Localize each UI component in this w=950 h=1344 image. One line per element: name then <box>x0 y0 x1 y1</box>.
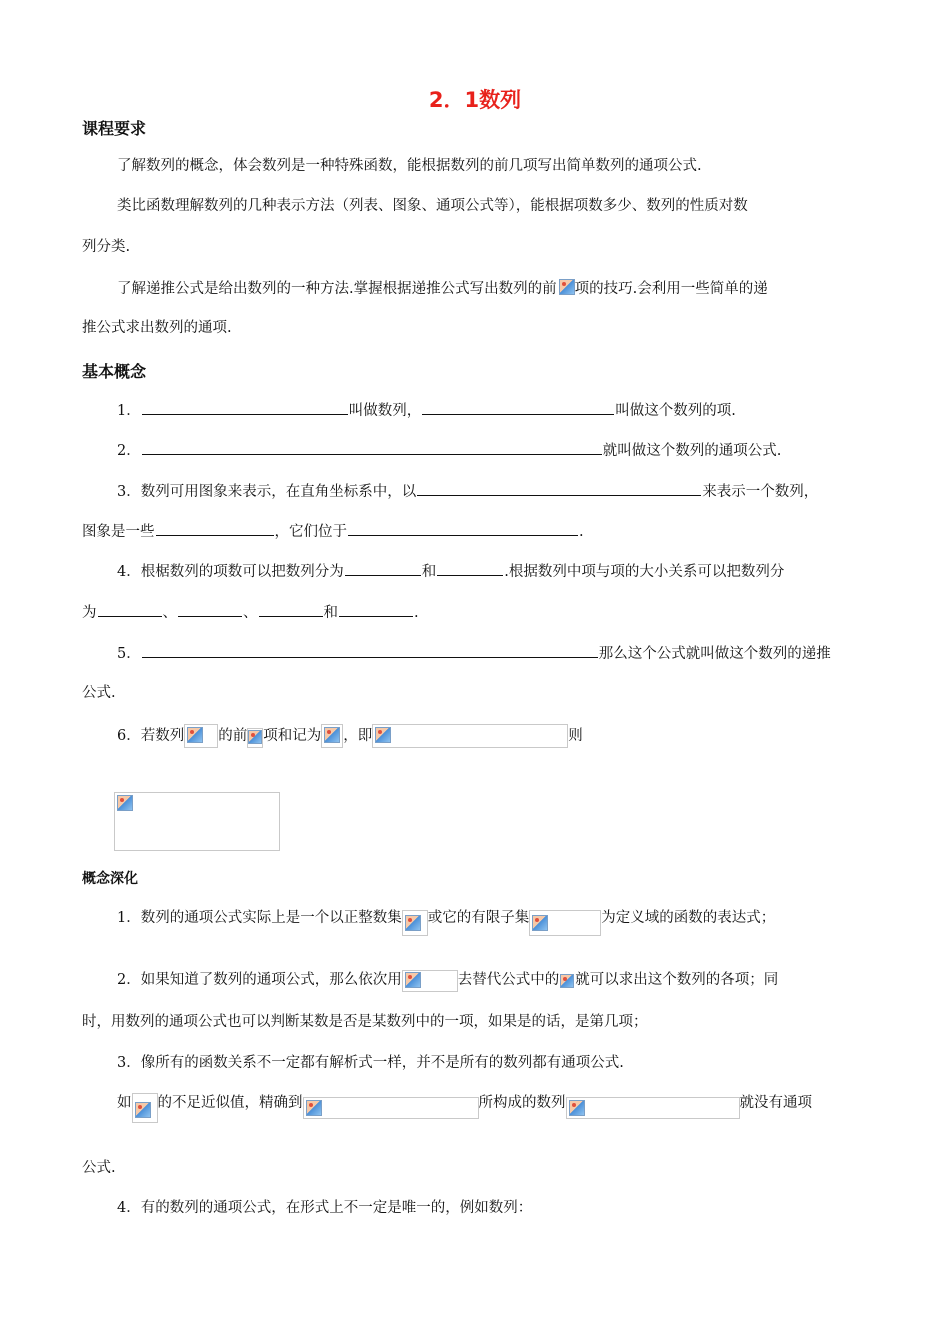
text: . <box>579 524 584 540</box>
item-number: 2． <box>117 972 141 988</box>
text: 则 <box>568 728 583 744</box>
requirements-paragraph-2-line-2: 列分类. <box>82 239 131 255</box>
text: 就可以求出这个数列的各项；同 <box>575 972 779 988</box>
item-number: 5． <box>117 646 141 662</box>
fill-blank <box>437 561 503 576</box>
deepen-item-3-line-3: 公式. <box>82 1160 116 1176</box>
basic-item-3-line-1 <box>117 481 818 502</box>
fill-blank <box>339 602 413 617</box>
text: 就叫做这个数列的通项公式. <box>602 443 782 459</box>
broken-image-icon <box>566 1097 740 1119</box>
text: 、 <box>243 605 258 621</box>
broken-image-icon <box>114 792 280 851</box>
text: 或它的有限子集 <box>427 910 530 926</box>
text: 叫做数列， <box>348 403 422 419</box>
broken-image-icon <box>247 728 263 748</box>
deepen-item-2-line-2: 时，用数列的通项公式也可以判断某数是否是某数列中的一项，如果是的话，是第几项； <box>82 1014 648 1030</box>
text: 去替代公式中的 <box>457 972 560 988</box>
broken-image-icon <box>557 277 575 297</box>
text: 了解递推公式是给出数列的一种方法.掌握根据递推公式写出数列的前 <box>117 281 557 297</box>
fill-blank <box>98 602 162 617</box>
text: 如 <box>117 1095 132 1111</box>
requirements-paragraph-3-line-2: 推公式求出数列的通项. <box>82 320 232 336</box>
item-number: 6． <box>117 728 141 744</box>
text: 所构成的数列 <box>478 1095 566 1111</box>
deepen-item-4 <box>117 1198 532 1218</box>
basic-item-5-line-2: 公式. <box>82 685 116 701</box>
basic-item-5-line-1 <box>117 643 831 664</box>
deepen-item-1 <box>117 908 775 936</box>
deepen-item-3-line-1 <box>117 1053 624 1073</box>
basic-item-4-line-1 <box>117 561 784 582</box>
text: 项的技巧.会利用一些简单的递 <box>574 281 768 297</box>
text: 像所有的函数关系不一定都有解析式一样，并不是所有的数列都有通项公式. <box>140 1055 624 1071</box>
page-title: 2．1数列 <box>428 88 522 112</box>
text: 有的数列的通项公式，在形式上不一定是唯一的，例如数列： <box>140 1200 533 1216</box>
fill-blank <box>156 521 274 536</box>
basic-item-3-line-2 <box>82 521 584 542</box>
text: 和 <box>323 605 338 621</box>
text: .根据数列中项与项的大小关系可以把数列分 <box>504 564 785 580</box>
item-number: 1． <box>117 910 141 926</box>
item-number: 3． <box>117 1055 141 1071</box>
requirements-paragraph-2-line-1: 类比函数理解数列的几种表示方法（列表、图象、通项公式等），能根据项数多少、数列的性质对数 <box>117 198 748 214</box>
text: 若数列 <box>140 728 185 744</box>
requirements-paragraph-3-line-1 <box>117 277 768 299</box>
fill-blank <box>142 400 348 415</box>
text: 、 <box>162 605 177 621</box>
text: 数列的通项公式实际上是一个以正整数集 <box>140 910 402 926</box>
fill-blank <box>259 602 323 617</box>
section-heading-deepen: 概念深化 <box>82 871 138 887</box>
text: 为定义域的函数的表达式； <box>601 910 776 926</box>
section-heading-requirements: 课程要求 <box>82 119 147 138</box>
text: . <box>414 605 419 621</box>
text: 那么这个公式就叫做这个数列的递推 <box>598 646 831 662</box>
text: 图象是一些 <box>82 524 155 540</box>
broken-image-icon <box>529 910 601 936</box>
text: 来表示一个数列， <box>702 484 819 500</box>
fill-blank <box>345 561 421 576</box>
text: 的不足近似值，精确到 <box>157 1095 303 1111</box>
item-number: 2． <box>117 443 141 459</box>
text: 叫做这个数列的项. <box>615 403 736 419</box>
item-number: 1． <box>117 403 141 419</box>
text: 和 <box>421 564 437 580</box>
item-number: 4． <box>117 1200 141 1216</box>
broken-image-icon <box>372 724 568 748</box>
text: 项和记为 <box>263 728 322 744</box>
basic-item-6 <box>117 724 583 748</box>
basic-item-1 <box>117 400 736 421</box>
fill-blank <box>417 481 701 496</box>
text: 的前 <box>218 728 248 744</box>
basic-item-2 <box>117 440 781 461</box>
text: 就没有通项 <box>739 1095 812 1111</box>
fill-blank <box>348 521 578 536</box>
requirements-paragraph-1: 了解数列的概念，体会数列是一种特殊函数，能根据数列的前几项写出简单数列的通项公式. <box>117 158 702 174</box>
item-number: 4． <box>117 564 141 580</box>
fill-blank <box>142 643 598 658</box>
section-heading-basic: 基本概念 <box>82 362 147 381</box>
deepen-item-3-line-2 <box>117 1093 812 1123</box>
broken-image-icon <box>559 972 575 992</box>
item-number: 3． <box>117 484 141 500</box>
fill-blank <box>142 440 602 455</box>
broken-image-icon <box>303 1097 479 1119</box>
broken-image-icon <box>321 724 343 748</box>
fill-blank <box>178 602 242 617</box>
text: 数列可用图象来表示，在直角坐标系中，以 <box>140 484 417 500</box>
broken-image-icon <box>402 910 428 936</box>
text: 如果知道了数列的通项公式，那么依次用 <box>140 972 402 988</box>
text: ，它们位于 <box>274 524 347 540</box>
text: 根椐数列的项数可以把数列分为 <box>140 564 344 580</box>
broken-image-icon <box>402 970 458 992</box>
fill-blank <box>422 400 614 415</box>
basic-item-4-line-2 <box>82 602 419 623</box>
text: ，即 <box>343 728 373 744</box>
broken-image-icon <box>132 1093 158 1123</box>
deepen-item-2-line-1 <box>117 970 778 992</box>
broken-image-icon <box>184 724 218 748</box>
text: 为 <box>82 605 97 621</box>
